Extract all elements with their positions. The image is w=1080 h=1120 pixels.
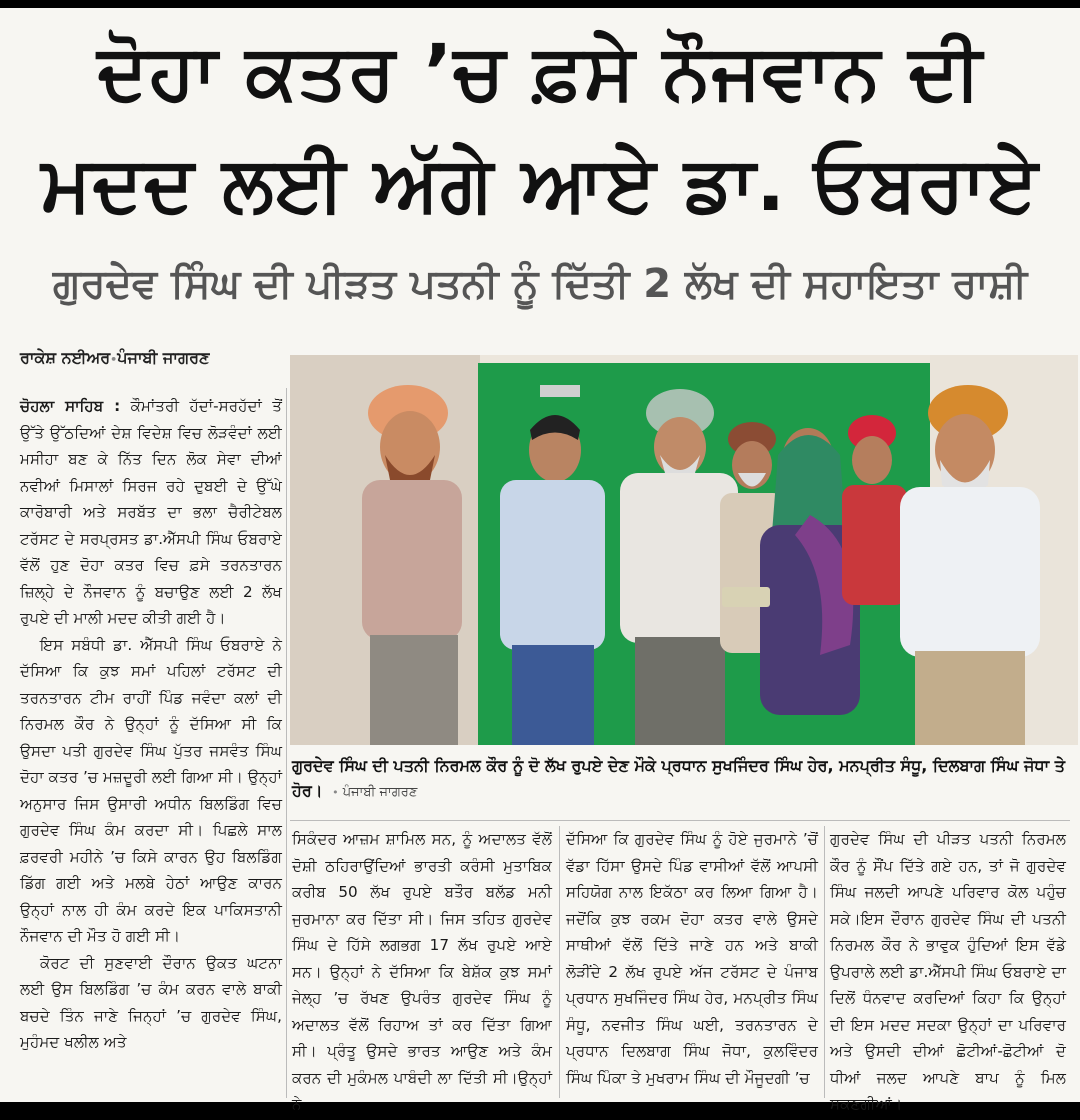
byline-author: ਰਾਕੇਸ਼ ਨਈਅਰ [20, 348, 111, 367]
article-column-2 [292, 826, 552, 1113]
paragraph-text: ਕੌਮਾਂਤਰੀ ਹੱਦਾਂ-ਸਰਹੱਦਾਂ ਤੋਂ ਉੱਤੇ ਉੱਠਦਿਆਂ ਦੇਸ਼ ਵਿਦੇਸ਼ ਵਿਚ ਲੋੜਵੰਦਾਂ ਲਈ ਮਸੀਹਾ ਬਣ ਕੇ ਨਿੱਤ ਦਿਨ ਲੋਕ ਸੇਵਾ ਦੀਆਂ ਨਵੀਆਂ ਮਿਸਾਲਾਂ ਸਿਰਜ ਰਹੇ ਦੁਬਈ ਦੇ ਉੱਘੇ ਕਾਰੋਬਾਰੀ ਅਤੇ ਸਰਬੱਤ ਦਾ ਭਲਾ ਚੈਰੀਟੇਬਲ ਟਰੱਸਟ ਦੇ ਸਰਪ੍ਰਸਤ ਡਾ.ਐੱਸਪੀ ਸਿੰਘ ਓਬਰਾਏ ਵੱਲੋਂ ਹੁਣ ਦੋਹਾ ਕਤਰ ਵਿਚ ਫ਼ਸੇ ਤਰਨਤਾਰਨ ਜ਼ਿਲ੍ਹੇ ਦੇ ਨੌਜਵਾਨ ਨੂੰ ਬਚਾਉਣ ਲਈ 2 ਲੱਖ ਰੁਪਏ ਦੀ ਮਾਲੀ ਮਦਦ ਕੀਤੀ ਗਈ ਹੈ। [20, 397, 282, 627]
caption-divider [290, 820, 1070, 821]
article-paragraph: ਸਿਕੰਦਰ ਆਜ਼ਮ ਸ਼ਾਮਿਲ ਸਨ, ਨੂੰ ਅਦਾਲਤ ਵੱਲੋਂ ਦੋਸ਼ੀ ਠਹਿਰਾਉਂਦਿਆਂ ਭਾਰਤੀ ਕਰੰਸੀ ਮੁਤਾਬਿਕ ਕਰੀਬ 50 ਲੱਖ ਰੁਪਏ ਬਤੌਰ ਬਲੱਡ ਮਨੀ ਜੁਰਮਾਨਾ ਕਰ ਦਿੱਤਾ ਸੀ। ਜਿਸ ਤਹਿਤ ਗੁਰਦੇਵ ਸਿੰਘ ਦੇ ਹਿੱਸੇ ਲਗਭਗ 17 ਲੱਖ ਰੁਪਏ ਆਏ ਸਨ। ਉਨ੍ਹਾਂ ਨੇ ਦੱਸਿਆ ਕਿ ਬੇਸ਼ੱਕ ਕੁਝ ਸਮਾਂ ਜੇਲ੍ਹ ’ਚ ਰੱਖਣ ਉਪਰੰਤ ਗੁਰਦੇਵ ਸਿੰਘ ਨੂੰ ਅਦਾਲਤ ਵੱਲੋਂ ਰਿਹਾਅ ਤਾਂ ਕਰ ਦਿੱਤਾ ਗਿਆ ਸੀ। ਪ੍ਰੰਤੂ ਉਸਦੇ ਭਾਰਤ ਆਉਣ ਅਤੇ ਕੰਮ ਕਰਨ ਦੀ ਮੁਕੰਮਲ ਪਾਬੰਦੀ ਲਾ ਦਿੱਤੀ ਸੀ।ਉਨ੍ਹਾਂ ਨੇ [292, 830, 552, 1113]
subheadline: ਗੁਰਦੇਵ ਸਿੰਘ ਦੀ ਪੀੜਤ ਪਤਨੀ ਨੂੰ ਦਿੱਤੀ 2 ਲੱਖ ਦੀ ਸਹਾਇਤਾ ਰਾਸ਼ੀ [52, 261, 1028, 307]
newspaper-clipping [0, 8, 1080, 1113]
photo-caption [292, 753, 1068, 805]
article-paragraph: ਕੋਰਟ ਦੀ ਸੁਣਵਾਈ ਦੌਰਾਨ ਉਕਤ ਘਟਨਾ ਲਈ ਉਸ ਬਿਲਡਿੰਗ ’ਚ ਕੰਮ ਕਰਨ ਵਾਲੇ ਬਾਕੀ ਬਚਦੇ ਤਿੰਨ ਜਾਣੇ ਜਿਨ੍ਹਾਂ ’ਚ ਗੁਰਦੇਵ ਸਿੰਘ, ਮੁਹੰਮਦ ਖਲੀਲ ਅਤੇ [20, 953, 282, 1051]
article-column-4 [830, 826, 1066, 1113]
credit-bullet: • [332, 786, 339, 799]
money-envelope [722, 587, 770, 607]
article-paragraph: ਇਸ ਸਬੰਧੀ ਡਾ. ਐੱਸਪੀ ਸਿੰਘ ਓਬਰਾਏ ਨੇ ਦੱਸਿਆ ਕਿ ਕੁਝ ਸਮਾਂ ਪਹਿਲਾਂ ਟਰੱਸਟ ਦੀ ਤਰਨਤਾਰਨ ਟੀਮ ਰਾਹੀਂ ਪਿੰਡ ਜਵੰਦਾ ਕਲਾਂ ਦੀ ਨਿਰਮਲ ਕੌਰ ਨੇ ਉਨ੍ਹਾਂ ਨੂੰ ਦੱਸਿਆ ਸੀ ਕਿ ਉਸਦਾ ਪਤੀ ਗੁਰਦੇਵ ਸਿੰਘ ਪੁੱਤਰ ਜਸਵੰਤ ਸਿੰਘ ਦੋਹਾ ਕਤਰ ’ਚ ਮਜ਼ਦੂਰੀ ਲਈ ਗਿਆ ਸੀ। ਉਨ੍ਹਾਂ ਅਨੁਸਾਰ ਜਿਸ ਉਸਾਰੀ ਅਧੀਨ ਬਿਲਡਿੰਗ ਵਿਚ ਗੁਰਦੇਵ ਸਿੰਘ ਕੰਮ ਕਰਦਾ ਸੀ। ਪਿਛਲੇ ਸਾਲ ਫ਼ਰਵਰੀ ਮਹੀਨੇ ’ਚ ਕਿਸੇ ਕਾਰਨ ਉਹ ਬਿਲਡਿੰਗ ਡਿੱਗ ਗਈ ਅਤੇ ਮਲਬੇ ਹੇਠਾਂ ਆਉਣ ਕਾਰਨ ਉਨ੍ਹਾਂ ਨਾਲ ਹੀ ਕੰਮ ਕਰਦੇ ਇਕ ਪਾਕਿਸਤਾਨੀ ਨੌਜਵਾਨ ਦੀ ਮੌਤ ਹੋ ਗਈ ਸੀ। [20, 635, 282, 945]
dateline: ਚੋਹਲਾ ਸਾਹਿਬ : [20, 397, 121, 415]
photo-credit [332, 785, 417, 800]
caption-text: ਗੁਰਦੇਵ ਸਿੰਘ ਦੀ ਪਤਨੀ ਨਿਰਮਲ ਕੌਰ ਨੂੰ ਦੋ ਲੱਖ ਰੁਪਏ ਦੇਣ ਮੌਕੇ ਪ੍ਰਧਾਨ ਸੁਖਜਿੰਦਰ ਸਿੰਘ ਹੇਰ, ਮਨਪ੍ਰੀਤ ਸੰਧੂ, ਦਿਲਬਾਗ ਸਿੰਘ ਜੋਧਾ ਤੇ ਹੋਰ। [292, 756, 1065, 800]
article-paragraph: ਦੱਸਿਆ ਕਿ ਗੁਰਦੇਵ ਸਿੰਘ ਨੂੰ ਹੋਏ ਜੁਰਮਾਨੇ ’ਚੋਂ ਵੱਡਾ ਹਿੱਸਾ ਉਸਦੇ ਪਿੰਡ ਵਾਸੀਆਂ ਵੱਲੋਂ ਆਪਸੀ ਸਹਿਯੋਗ ਨਾਲ ਇਕੱਠਾ ਕਰ ਲਿਆ ਗਿਆ ਹੈ। ਜਦੋਂਕਿ ਕੁਝ ਰਕਮ ਦੋਹਾ ਕਤਰ ਵਾਲੇ ਉਸਦੇ ਸਾਥੀਆਂ ਵੱਲੋਂ ਦਿੱਤੇ ਜਾਣੇ ਹਨ ਅਤੇ ਬਾਕੀ ਲੋੜੀਂਦੇ 2 ਲੱਖ ਰੁਪਏ ਅੱਜ ਟਰੱਸਟ ਦੇ ਪੰਜਾਬ ਪ੍ਰਧਾਨ ਸੁਖਜਿੰਦਰ ਸਿੰਘ ਹੇਰ, ਮਨਪ੍ਰੀਤ ਸਿੰਘ ਸੰਧੂ, ਨਵਜੀਤ ਸਿੰਘ ਘਈ, ਤਰਨਤਾਰਨ ਦੇ ਪ੍ਰਧਾਨ ਦਿਲਬਾਗ ਸਿੰਘ ਜੋਧਾ, ਕੁਲਵਿੰਦਰ ਸਿੰਘ ਪਿੰਕਾ ਤੇ ਮੁਖਰਾਮ ਸਿੰਘ ਦੀ ਮੌਜੂਦਗੀ ’ਚ [566, 830, 818, 1087]
article-column-3 [566, 826, 818, 1098]
column-divider [559, 826, 560, 1098]
news-photo [290, 355, 1078, 745]
group-photo-illustration [290, 355, 1078, 745]
article-paragraph: ਗੁਰਦੇਵ ਸਿੰਘ ਦੀ ਪੀੜਤ ਪਤਨੀ ਨਿਰਮਲ ਕੌਰ ਨੂੰ ਸੌਂਪ ਦਿੱਤੇ ਗਏ ਹਨ, ਤਾਂ ਜੋ ਗੁਰਦੇਵ ਸਿੰਘ ਜਲਦੀ ਆਪਣੇ ਪਰਿਵਾਰ ਕੋਲ ਪਹੁੰਚ ਸਕੇ।ਇਸ ਦੌਰਾਨ ਗੁਰਦੇਵ ਸਿੰਘ ਦੀ ਪਤਨੀ ਨਿਰਮਲ ਕੌਰ ਨੇ ਭਾਵੁਕ ਹੁੰਦਿਆਂ ਇਸ ਵੱਡੇ ਉਪਰਾਲੇ ਲਈ ਡਾ.ਐੱਸਪੀ ਸਿੰਘ ਓਬਰਾਏ ਦਾ ਦਿਲੋਂ ਧੰਨਵਾਦ ਕਰਦਿਆਂ ਕਿਹਾ ਕਿ ਉਨ੍ਹਾਂ ਦੀ ਇਸ ਮਦਦ ਸਦਕਾ ਉਨ੍ਹਾਂ ਦਾ ਪਰਿਵਾਰ ਅਤੇ ਉਸਦੀ ਦੀਆਂ ਛੋਟੀਆਂ-ਛੋਟੀਆਂ ਦੋ ਧੀਆਂ ਜਲਦ ਆਪਣੇ ਬਾਪ ਨੂੰ ਮਿਲ ਸਕਣਗੀਆਂ। [830, 830, 1066, 1113]
article-paragraph [20, 393, 282, 632]
headline-line-2: ਮਦਦ ਲਈ ਅੱਗੇ ਆਏ ਡਾ. ਓਬਰਾਏ [41, 139, 1039, 228]
byline-publication: ਪੰਜਾਬੀ ਜਾਗਰਣ [117, 348, 210, 367]
headline-line-1: ਦੋਹਾ ਕਤਰ ’ਚ ਫ਼ਸੇ ਨੌਜਵਾਨ ਦੀ [97, 27, 983, 116]
byline [20, 348, 209, 368]
article-column-1 [20, 393, 282, 1099]
credit-text: ਪੰਜਾਬੀ ਜਾਗਰਣ [342, 785, 418, 800]
column-divider [824, 826, 825, 1098]
column-divider [286, 388, 287, 1098]
byline-separator: • [110, 353, 118, 366]
